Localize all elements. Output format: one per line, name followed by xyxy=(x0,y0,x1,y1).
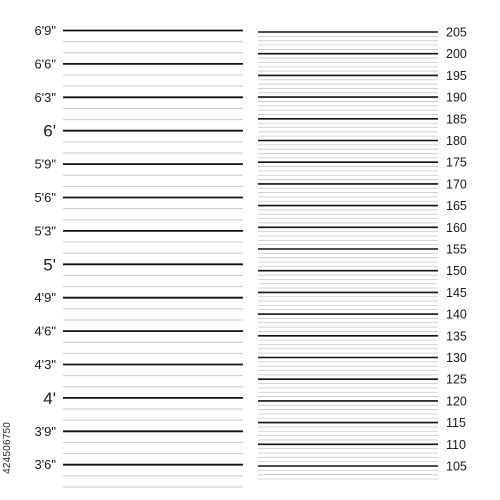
metric-label: 190 xyxy=(446,90,467,105)
metric-label: 160 xyxy=(446,220,467,235)
metric-label: 170 xyxy=(446,177,467,192)
metric-label: 145 xyxy=(446,285,467,300)
imperial-label: 5'6" xyxy=(34,190,56,205)
metric-label: 195 xyxy=(446,68,467,83)
imperial-label: 3'6" xyxy=(34,457,56,473)
metric-label: 105 xyxy=(446,459,467,474)
metric-label: 110 xyxy=(446,437,466,452)
metric-label: 175 xyxy=(446,155,467,170)
imperial-label: 5'9" xyxy=(34,156,56,172)
metric-label: 135 xyxy=(446,329,467,344)
metric-label: 140 xyxy=(446,307,467,322)
stock-id-watermark: 424506750 xyxy=(2,422,13,474)
metric-label: 165 xyxy=(446,199,467,214)
metric-label: 150 xyxy=(446,264,467,279)
metric-label: 115 xyxy=(446,416,466,431)
metric-scale xyxy=(258,26,467,480)
imperial-scale xyxy=(34,23,243,487)
imperial-label: 3'9" xyxy=(34,423,56,439)
metric-label: 185 xyxy=(446,112,467,127)
imperial-label: 6' xyxy=(43,121,56,141)
metric-label: 180 xyxy=(446,134,467,148)
metric-label: 155 xyxy=(446,242,467,257)
imperial-label: 6'3" xyxy=(34,89,56,105)
imperial-label: 6'9" xyxy=(34,23,56,38)
imperial-label: 6'6" xyxy=(34,56,56,72)
metric-label: 120 xyxy=(446,394,467,409)
imperial-label: 4'3" xyxy=(34,357,56,372)
metric-label: 130 xyxy=(446,351,467,365)
metric-label: 200 xyxy=(446,47,467,62)
imperial-label: 4' xyxy=(43,388,56,408)
metric-label: 125 xyxy=(446,372,467,387)
imperial-label: 5'3" xyxy=(34,223,56,239)
imperial-label: 5' xyxy=(43,255,56,275)
imperial-label: 4'9" xyxy=(34,290,56,306)
metric-label: 205 xyxy=(446,25,467,40)
imperial-label: 4'6" xyxy=(34,323,56,339)
